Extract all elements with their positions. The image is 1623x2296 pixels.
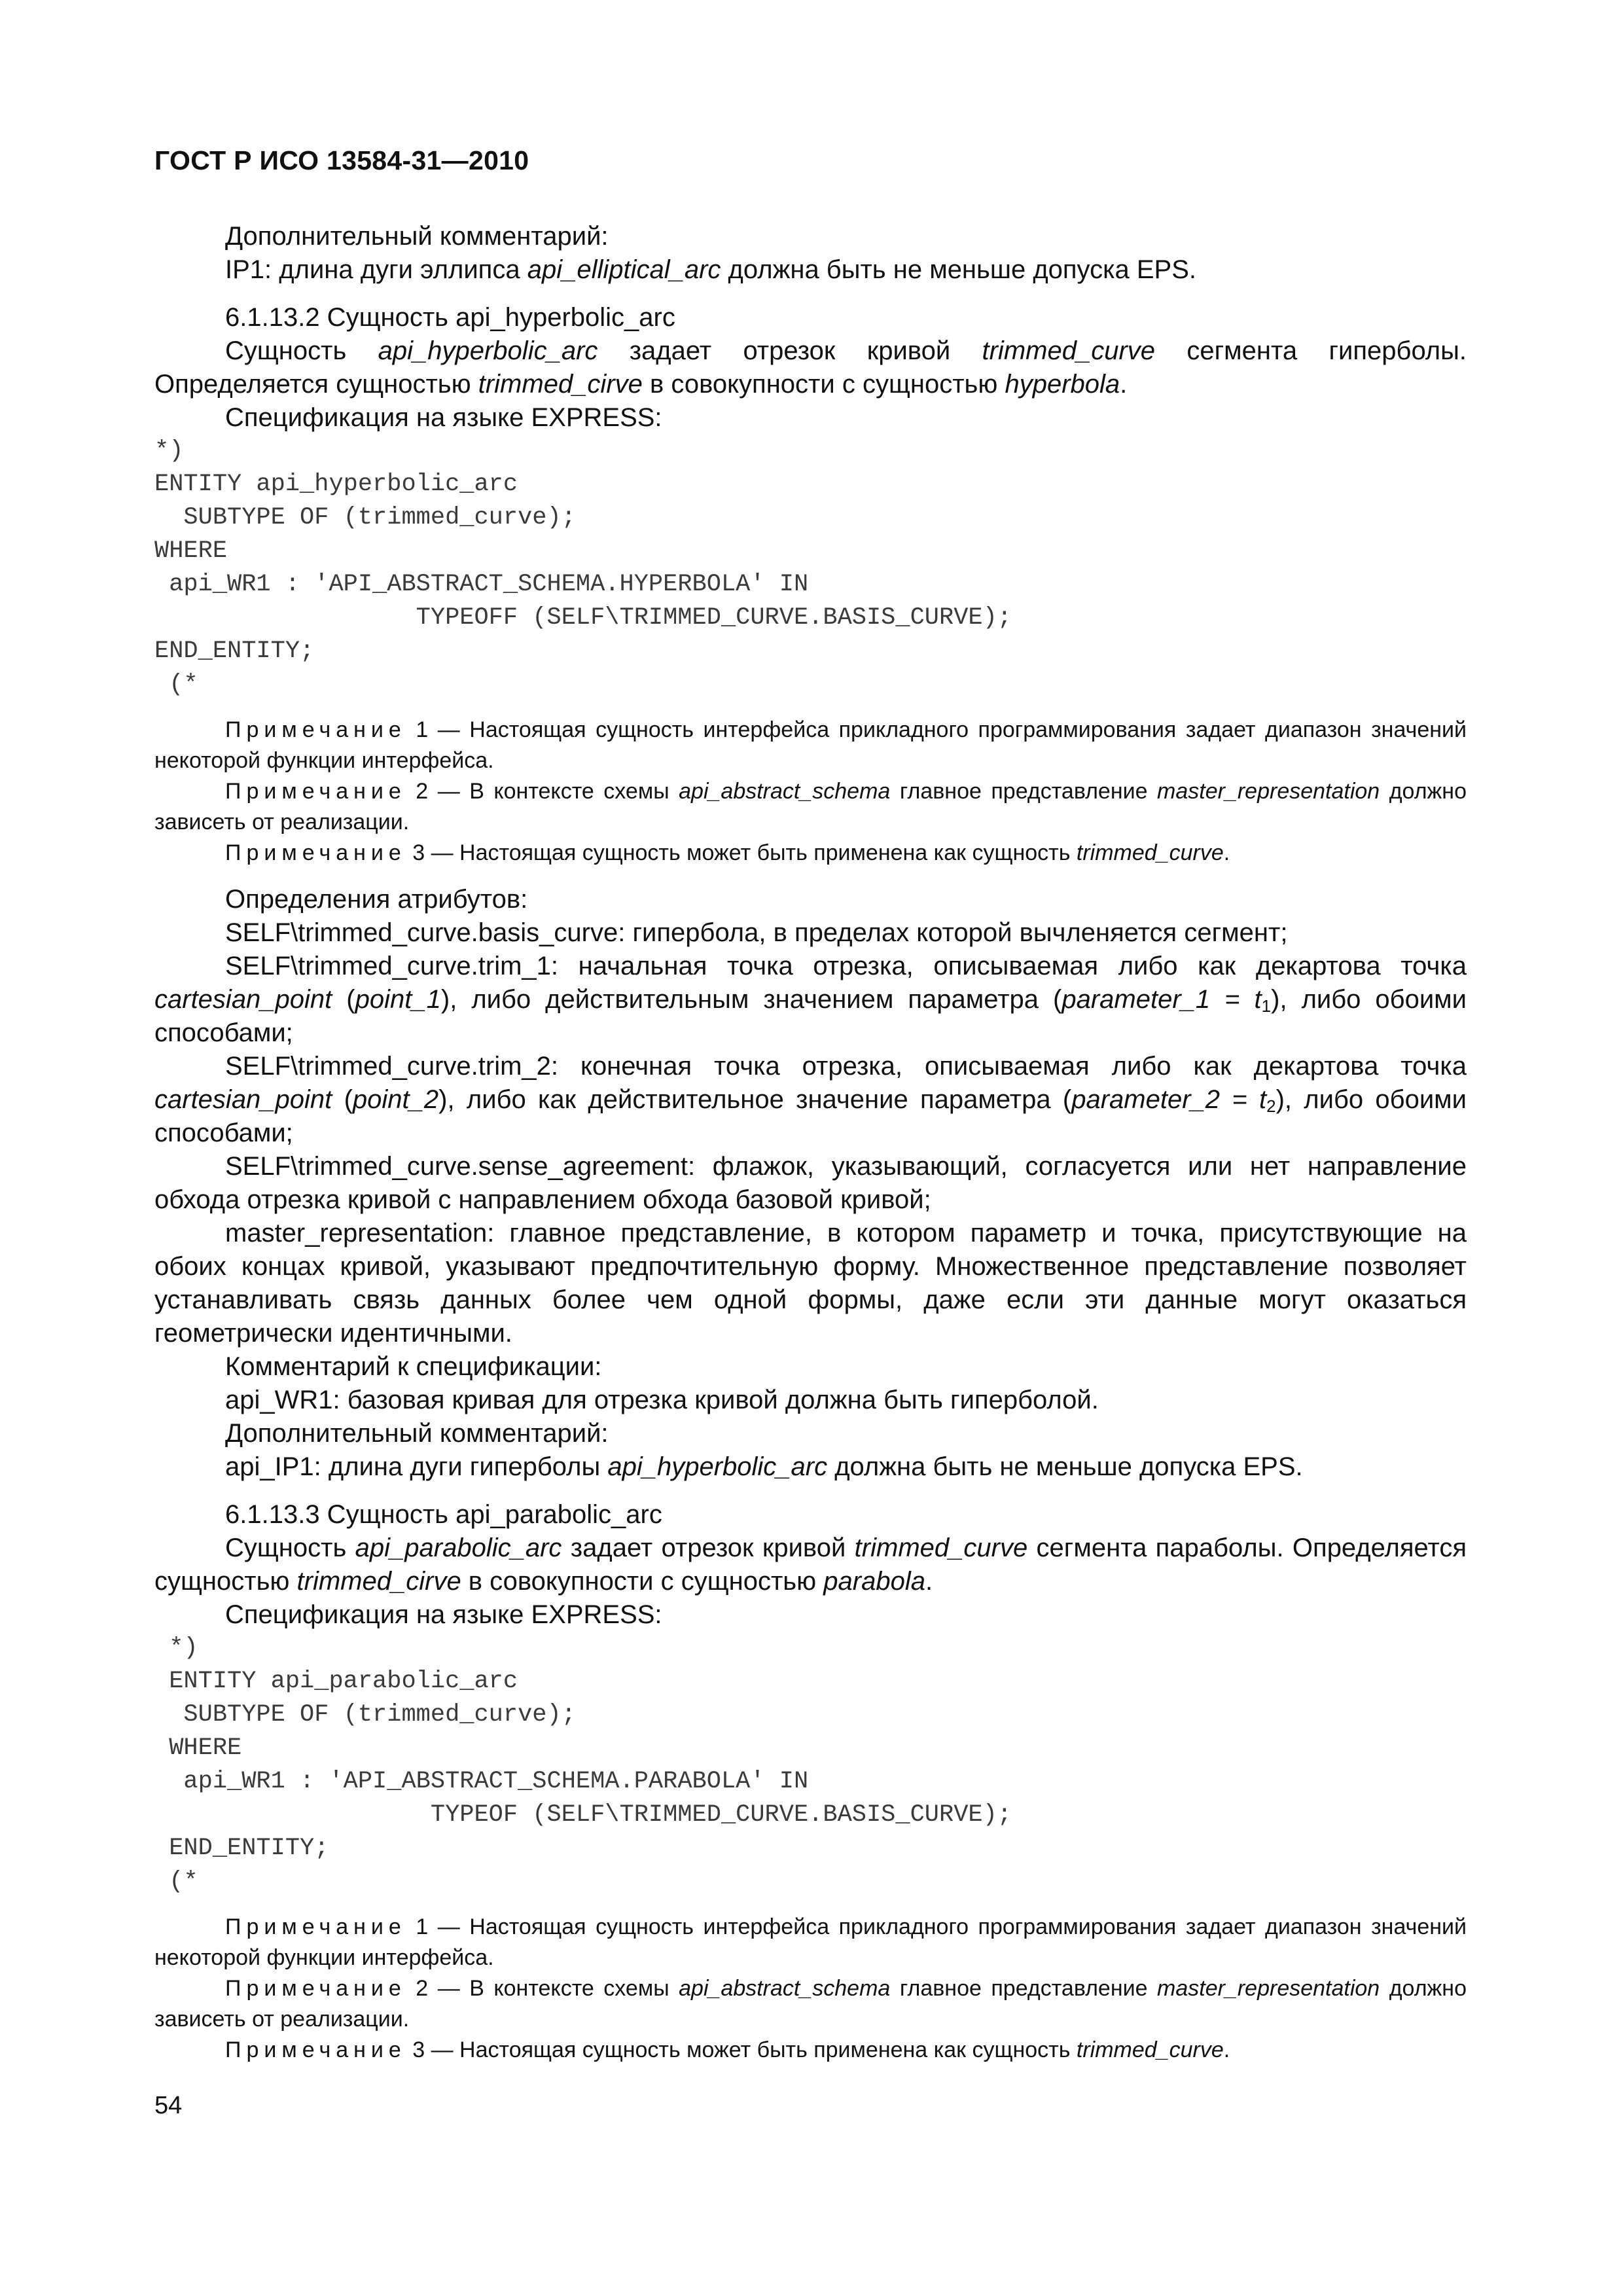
express-code-block: *) ENTITY api_parabolic_arc SUBTYPE OF (trimmed_curve); WHERE api_WR1 : 'API_ABSTRACT_SCHEMA.PARABOLA' IN TYPEOF (SELF\TRIMMED_CURVE.BASIS_CURVE); END_ENTITY; (* bbox=[154, 1634, 1012, 1895]
wr1-comment: api_WR1: базовая кривая для отрезка кривой должна быть гиперболой. bbox=[225, 1386, 1099, 1414]
ip1-elliptical-comment: IP1: длина дуги эллипса api_elliptical_arc должна быть не меньше допуска EPS. bbox=[225, 255, 1196, 284]
document-header: ГОСТ Р ИСО 13584-31—2010 bbox=[154, 145, 529, 175]
note-2: Примечание 2 — В контексте схемы api_abstract_schema главное представление master_representation должно зависеть от реализации. bbox=[154, 779, 1467, 834]
note-3: Примечание 3 — Настоящая сущность может быть применена как сущность trimmed_curve. bbox=[225, 2037, 1230, 2062]
hyperbolic-description: Сущность api_hyperbolic_arc задает отрезок кривой trimmed_curve сегмента гиперболы. Определяется сущностью trimmed_cirve в совокупности с сущностью hyperbola. bbox=[154, 336, 1467, 399]
express-spec-label: Спецификация на языке EXPRESS: bbox=[225, 403, 662, 432]
attribute-trim-1: SELF\trimmed_curve.trim_1: начальная точка отрезка, описываемая либо как декартова точка cartesian_point (point_1), либо действительным значением параметра (parameter_1 = $t_1$), либо обоими способами; bbox=[154, 952, 1467, 1047]
attribute-trim-2: SELF\trimmed_curve.trim_2: конечная точка отрезка, описываемая либо как декартова точка cartesian_point (point_2), либо как действительное значение параметра (parameter_2 = $t_2$), либо обоими способами; bbox=[154, 1052, 1467, 1147]
section-heading-hyperbolic: 6.1.13.2 Сущность api_hyperbolic_arc bbox=[225, 303, 675, 332]
note-1: Примечание 1 — Настоящая сущность интерфейса прикладного программирования задает диапазон значений некоторой функции интерфейса. bbox=[154, 1914, 1467, 1970]
page-body bbox=[154, 220, 1467, 2066]
page-number: 54 bbox=[154, 2092, 183, 2119]
section-heading-parabolic: 6.1.13.3 Сущность api_parabolic_arc bbox=[225, 1500, 662, 1529]
attributes-label: Определения атрибутов: bbox=[225, 885, 528, 914]
note-3: Примечание 3 — Настоящая сущность может быть применена как сущность trimmed_curve. bbox=[225, 840, 1230, 865]
note-2: Примечание 2 — В контексте схемы api_abstract_schema главное представление master_representation должно зависеть от реализации. bbox=[154, 1976, 1467, 2032]
ip1-hyperbolic-comment: api_IP1: длина дуги гиперболы api_hyperbolic_arc должна быть не меньше допуска EPS. bbox=[225, 1452, 1303, 1481]
attribute-sense-agreement: SELF\trimmed_curve.sense_agreement: флажок, указывающий, согласуется или нет направление обхода отрезка кривой с направлением обхода базовой кривой; bbox=[154, 1152, 1467, 1214]
express-code-block: *) ENTITY api_hyperbolic_arc SUBTYPE OF (trimmed_curve); WHERE api_WR1 : 'API_ABSTRACT_SCHEMA.HYPERBOLA' IN TYPEOFF (SELF\TRIMMED_CURVE.BASIS_CURVE); END_ENTITY; (* bbox=[154, 437, 1012, 698]
note-1: Примечание 1 — Настоящая сущность интерфейса прикладного программирования задает диапазон значений некоторой функции интерфейса. bbox=[154, 717, 1467, 773]
additional-comment-label: Дополнительный комментарий: bbox=[225, 222, 609, 251]
parabolic-description: Сущность api_parabolic_arc задает отрезок кривой trimmed_curve сегмента параболы. Определяется сущностью trimmed_cirve в совокупности с сущностью parabola. bbox=[154, 1534, 1467, 1596]
spec-comment-label: Комментарий к спецификации: bbox=[225, 1352, 602, 1381]
attribute-basis-curve: SELF\trimmed_curve.basis_curve: гипербола, в пределах которой вычленяется сегмент; bbox=[225, 918, 1288, 947]
express-spec-label: Спецификация на языке EXPRESS: bbox=[225, 1600, 662, 1629]
additional-comment-label: Дополнительный комментарий: bbox=[225, 1419, 609, 1448]
attribute-master-representation: master_representation: главное представление, в котором параметр и точка, присутствующие на обоих концах кривой, указывают предпочтительную форму. Множественное представление позволяет устанавливать связь данных более чем одной формы, даже если эти данные могут оказаться геометрически идентичными. bbox=[154, 1219, 1467, 1348]
